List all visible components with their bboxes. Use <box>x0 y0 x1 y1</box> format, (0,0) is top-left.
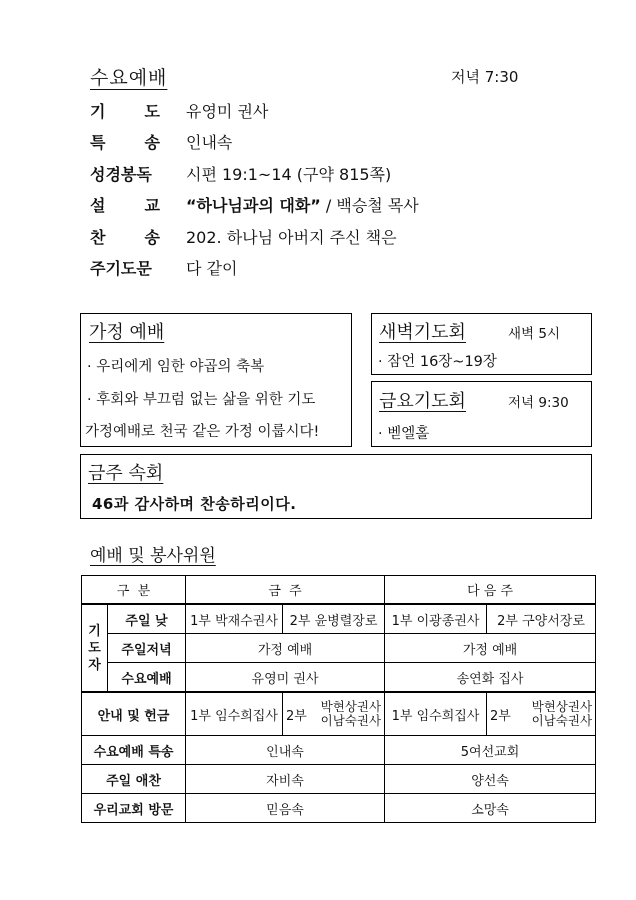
row-label: 수요예배 <box>108 663 186 693</box>
row-label: 주일 애찬 <box>82 765 186 794</box>
wed-label: 성경봉독 <box>90 164 152 184</box>
wed-label: 특 송 <box>90 132 160 152</box>
table-row <box>82 604 596 634</box>
row-label: 수요예배 특송 <box>82 736 186 765</box>
table-cell: 1부 임수희집사 <box>385 692 487 736</box>
table-cell: 믿음속 <box>186 794 385 823</box>
table-cell: 2부 윤병렬장로 <box>283 604 385 634</box>
table-cell: 자비속 <box>186 765 385 794</box>
table-row <box>82 794 596 823</box>
prayer-group-label: 기도자 <box>82 604 108 692</box>
roster-table <box>81 575 596 823</box>
table-row <box>82 765 596 794</box>
table-cell <box>283 692 385 736</box>
dawn-prayer-time: 새벽 5시 <box>508 326 561 342</box>
table-cell: 1부 이광종권사 <box>385 604 487 634</box>
header-next-week: 다 음 주 <box>385 576 596 605</box>
table-cell: 송연화 집사 <box>385 663 596 693</box>
table-cell: 1부 임수희집사 <box>186 692 283 736</box>
sermon-preacher: / 백승철 목사 <box>320 195 419 215</box>
dawn-prayer-box <box>371 313 592 375</box>
table-cell <box>487 692 596 736</box>
header-this-week: 금 주 <box>186 576 385 605</box>
wed-value: 인내속 <box>186 132 233 152</box>
friday-prayer-line: · 벧엘홀 <box>378 426 430 442</box>
roster-title: 예배 및 봉사위원 <box>90 546 216 566</box>
wednesday-time: 저녁 7:30 <box>451 68 519 86</box>
table-cell: 가정 예배 <box>186 634 385 663</box>
friday-prayer-title: 금요기도회 <box>379 391 466 412</box>
table-cell: 가정 예배 <box>385 634 596 663</box>
family-line: · 우리에게 임한 야곱의 축복 <box>87 359 265 375</box>
weekly-cell-title: 금주 속회 <box>88 463 164 484</box>
wed-value: 유영미 권사 <box>186 101 269 121</box>
usher-split <box>283 700 384 728</box>
wed-value: 시편 19:1~14 (구약 815쪽) <box>186 164 392 184</box>
weekly-cell-box <box>80 454 592 519</box>
family-worship-title: 가정 예배 <box>89 322 165 343</box>
wed-value <box>186 193 419 216</box>
table-cell: 소망속 <box>385 794 596 823</box>
table-cell: 1부 박재수권사 <box>186 604 283 634</box>
friday-prayer-box <box>371 381 592 447</box>
table-header-row <box>82 576 596 605</box>
wed-label: 주기도문 <box>90 258 152 278</box>
wed-row-special-song <box>90 126 232 156</box>
family-worship-box <box>80 313 352 447</box>
table-cell: 유영미 권사 <box>186 663 385 693</box>
table-row <box>82 736 596 765</box>
weekly-cell-line: 46과 감사하며 찬송하리이다. <box>92 495 297 513</box>
header-category: 구 분 <box>82 576 186 605</box>
usher-split <box>487 700 595 728</box>
wed-label: 설 교 <box>90 195 160 215</box>
wed-value: 다 같이 <box>186 258 238 278</box>
wed-row-scripture <box>90 158 391 188</box>
row-label: 주일저녁 <box>108 634 186 663</box>
usher-prefix: 2부 <box>286 708 307 724</box>
family-line: 가정예배로 천국 같은 가정 이룹시다! <box>85 424 320 440</box>
usher-prefix: 2부 <box>490 708 511 724</box>
usher-names: 박현상권사 이남숙권사 <box>320 699 382 728</box>
table-cell: 2부 구양서장로 <box>487 604 596 634</box>
row-label: 우리교회 방문 <box>82 794 186 823</box>
table-row <box>82 634 596 663</box>
table-row <box>82 692 596 736</box>
wed-row-hymn <box>90 221 397 251</box>
table-row <box>82 663 596 693</box>
wednesday-title: 수요예배 <box>90 67 168 89</box>
wed-label: 찬 송 <box>90 227 160 247</box>
sermon-title: “하나님과의 대화” <box>186 195 321 215</box>
table-cell: 인내속 <box>186 736 385 765</box>
wed-row-prayer <box>90 95 268 125</box>
family-line: · 후회와 부끄럼 없는 삶을 위한 기도 <box>87 392 316 408</box>
dawn-prayer-title: 새벽기도회 <box>379 322 466 343</box>
table-cell: 5여선교회 <box>385 736 596 765</box>
friday-prayer-time: 저녁 9:30 <box>508 395 569 411</box>
dawn-prayer-line: · 잠언 16장~19장 <box>378 354 497 370</box>
row-label: 주일 낮 <box>108 604 186 634</box>
usher-names: 박현상권사 이남숙권사 <box>531 699 593 728</box>
wed-row-lords-prayer <box>90 252 237 282</box>
wed-label: 기 도 <box>90 101 160 121</box>
wed-value: 202. 하나님 아버지 주신 책은 <box>186 227 397 247</box>
wed-row-sermon <box>90 189 419 219</box>
row-label: 안내 및 헌금 <box>82 692 186 736</box>
table-cell: 양선속 <box>385 765 596 794</box>
